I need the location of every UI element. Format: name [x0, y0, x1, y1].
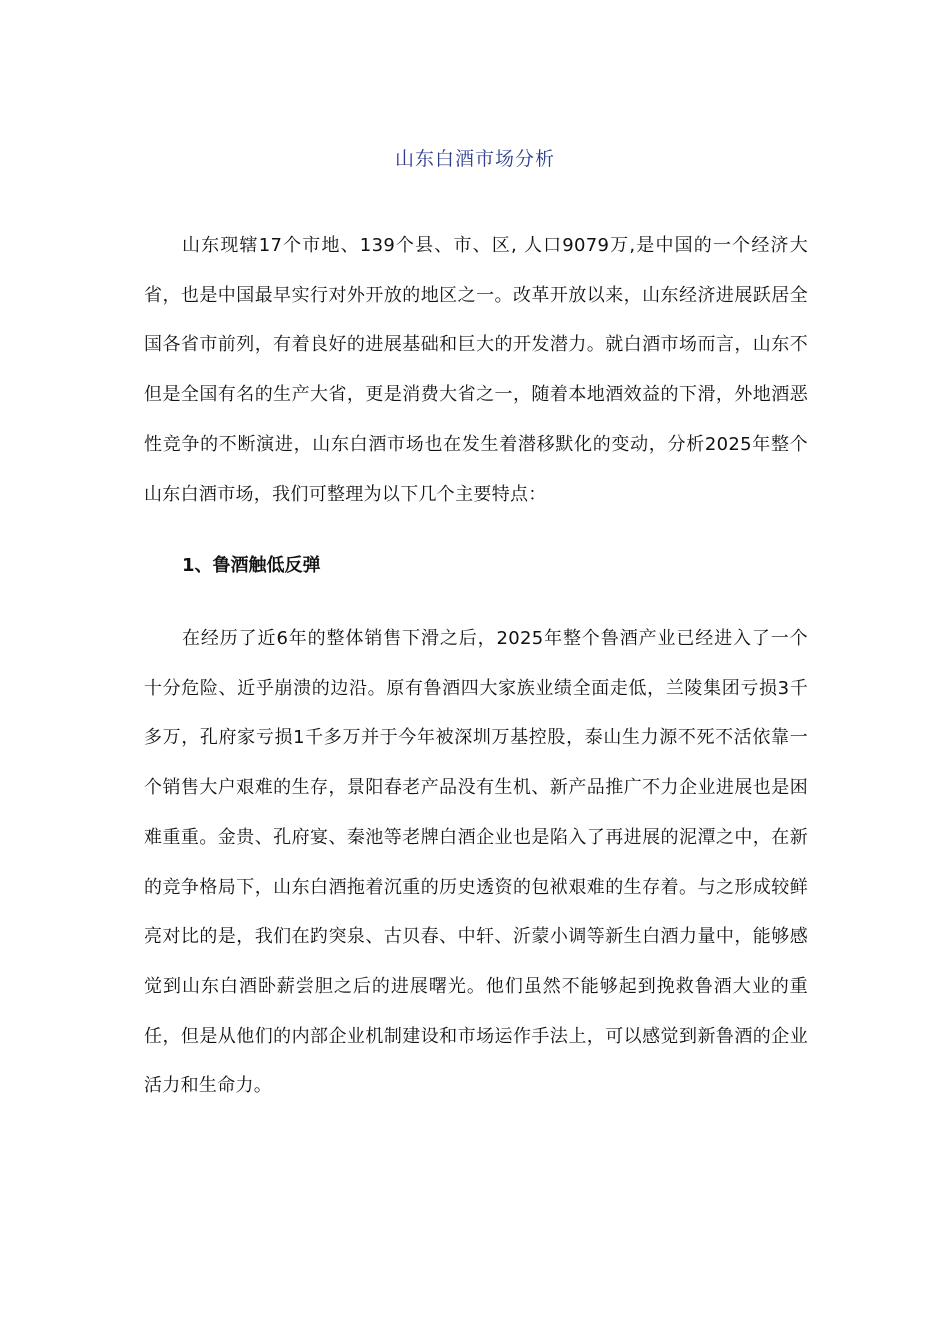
- document-title: 山东白酒市场分析: [394, 148, 555, 170]
- intro-paragraph: 山东现辖17个市地、139个县、市、区, 人口9079万,是中国的一个经济大省，也是中国最早实行对外开放的地区之一。改革开放以来，山东经济进展跃居全国各省市前列，有着良好的进展基础和巨大的开发潜力。就白酒市场而言，山东不但是全国有名的生产大省，更是消费大省之一，随着本地酒效益的下滑，外地酒恶性竞争的不断演进，山东白酒市场也在发生着潜移默化的变动，分析2025年整个山东白酒市场，我们可整理为以下几个主要特点：: [144, 235, 808, 505]
- section-body-paragraph: 在经历了近6年的整体销售下滑之后，2025年整个鲁酒产业已经进入了一个十分危险、近乎崩溃的边沿。原有鲁酒四大家族业绩全面走低，兰陵集团亏损3千多万，孔府家亏损1千多万并于今年被深圳万基控股，泰山生力源不死不活依靠一个销售大户艰难的生存，景阳春老产品没有生机、新产品推广不力企业进展也是困难重重。金贵、孔府宴、秦池等老牌白酒企业也是陷入了再进展的泥潭之中，在新的竞争格局下，山东白酒拖着沉重的历史透资的包袱艰难的生存着。与之形成较鲜亮对比的是，我们在趵突泉、古贝春、中轩、沂蒙小调等新生白酒力量中，能够感觉到山东白酒卧薪尝胆之后的进展曙光。他们虽然不能够起到挽救鲁酒大业的重任，但是从他们的内部企业机制建设和市场运作手法上，可以感觉到新鲁酒的企业活力和生命力。: [144, 628, 808, 1097]
- section-heading: 1、鲁酒触低反弹: [182, 555, 321, 576]
